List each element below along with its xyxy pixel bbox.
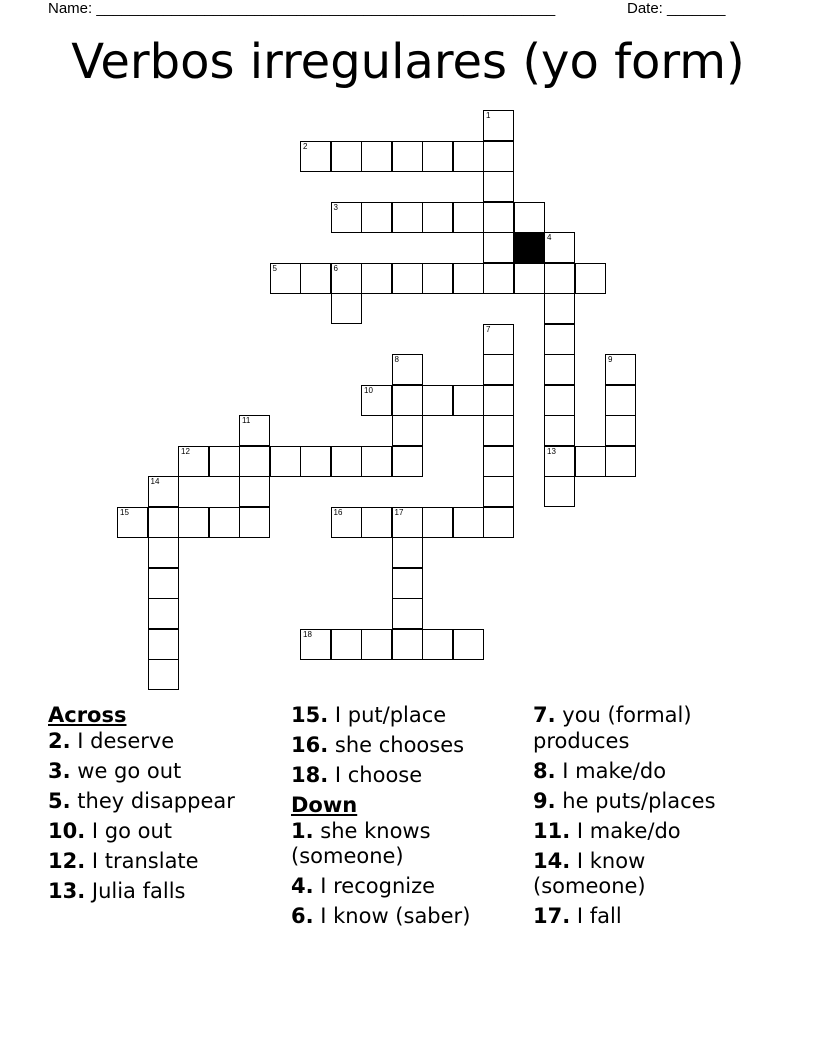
clues-column-1 [48, 703, 278, 909]
grid-cell[interactable] [209, 446, 240, 477]
grid-cell[interactable] [605, 446, 636, 477]
grid-cell[interactable] [422, 385, 453, 416]
clue-number-label: 16 [333, 507, 343, 517]
clue-number-label: 2 [303, 141, 308, 151]
clue-item [291, 733, 521, 759]
grid-cell[interactable] [270, 446, 301, 477]
grid-cell[interactable] [392, 263, 423, 294]
clue-number: 5. [48, 788, 71, 813]
across-clue-list-continued [291, 703, 521, 789]
grid-cell[interactable] [575, 446, 606, 477]
grid-cell[interactable] [514, 263, 545, 294]
clue-item [291, 763, 521, 789]
clue-number-label: 15 [120, 507, 129, 517]
clue-number-label: 17 [394, 507, 404, 517]
grid-cell[interactable] [544, 354, 575, 385]
grid-cell[interactable] [483, 507, 514, 538]
grid-cell[interactable] [483, 202, 514, 233]
grid-cell[interactable] [209, 507, 240, 538]
grid-cell[interactable] [544, 476, 575, 507]
clue-item [48, 789, 278, 815]
clue-item [48, 759, 278, 785]
clue-item [48, 819, 278, 845]
grid-cell[interactable] [483, 171, 514, 202]
clue-number-label: 8 [394, 355, 399, 364]
clue-item [291, 874, 521, 900]
grid-cell[interactable] [148, 568, 179, 599]
grid-cell[interactable] [483, 232, 514, 263]
grid-cell[interactable] [178, 446, 209, 477]
clue-number: 15. [291, 703, 329, 727]
clue-text: I make/do [570, 818, 681, 843]
grid-cell[interactable] [605, 354, 636, 385]
clue-number: 12. [48, 848, 86, 873]
clue-item [48, 729, 278, 755]
grid-cell[interactable] [392, 354, 423, 385]
grid-cell[interactable] [483, 476, 514, 507]
clue-number-label: 5 [272, 263, 277, 273]
grid-cell[interactable] [148, 507, 179, 538]
clue-text: I recognize [313, 874, 436, 898]
grid-cell[interactable] [483, 141, 514, 172]
grid-cell[interactable] [605, 385, 636, 416]
grid-cell[interactable] [148, 598, 179, 629]
down-clue-list-continued [533, 703, 753, 930]
grid-cell[interactable] [483, 263, 514, 294]
down-clue-list [291, 819, 521, 930]
grid-cell[interactable] [544, 263, 575, 294]
grid-cell[interactable] [361, 507, 392, 538]
clue-text: I know (someone) [533, 848, 646, 898]
grid-cell[interactable] [422, 202, 453, 233]
clue-text: I go out [85, 818, 172, 843]
grid-cell[interactable] [483, 446, 514, 477]
clue-number: 4. [291, 874, 314, 898]
clue-number: 11. [533, 818, 571, 843]
grid-cell[interactable] [483, 324, 514, 355]
grid-cell[interactable] [239, 446, 270, 477]
grid-cell[interactable] [453, 507, 484, 538]
grid-cell[interactable] [239, 415, 270, 446]
clue-number: 2. [48, 728, 71, 753]
clue-text: I deserve [70, 728, 175, 753]
clue-text: I make/do [555, 758, 667, 783]
clue-number: 13. [48, 878, 86, 903]
grid-cell[interactable] [148, 629, 179, 660]
grid-cell[interactable] [331, 446, 362, 477]
clue-item [533, 759, 753, 785]
clue-number: 6. [291, 904, 314, 928]
clue-number: 14. [533, 848, 571, 873]
clue-number: 1. [291, 818, 314, 843]
grid-cell[interactable] [422, 141, 453, 172]
clue-text: she chooses [328, 733, 465, 757]
clue-number-label: 9 [608, 355, 613, 364]
clue-text: I choose [328, 763, 423, 787]
clue-number-label: 7 [486, 324, 491, 334]
grid-cell[interactable] [544, 324, 575, 355]
grid-cell[interactable] [392, 202, 423, 233]
grid-cell[interactable] [331, 202, 362, 233]
grid-cell[interactable] [331, 629, 362, 660]
clue-text: we go out [70, 758, 182, 783]
clue-item [291, 819, 521, 870]
clue-item [533, 703, 753, 754]
grid-cell[interactable] [148, 476, 179, 507]
grid-cell[interactable] [422, 263, 453, 294]
puzzle-title: Verbos irregulares (yo form) [71, 34, 745, 90]
clue-item [533, 819, 753, 845]
grid-cell[interactable] [453, 202, 484, 233]
grid-cell[interactable] [239, 476, 270, 507]
grid-cell[interactable] [453, 385, 484, 416]
clue-text: I put/place [328, 703, 447, 727]
clue-item [533, 849, 753, 900]
clue-text: he puts/places [555, 788, 716, 813]
grid-cell[interactable] [300, 446, 331, 477]
clue-number: 9. [533, 788, 556, 813]
grid-cell[interactable] [453, 141, 484, 172]
clue-text: you (formal) produces [533, 703, 692, 753]
grid-cell[interactable] [392, 415, 423, 446]
grid-cell[interactable] [361, 385, 392, 416]
grid-cell[interactable] [483, 385, 514, 416]
grid-cell[interactable] [178, 507, 209, 538]
clue-number: 8. [533, 758, 556, 783]
grid-cell[interactable] [361, 141, 392, 172]
clue-text: Julia falls [85, 878, 186, 903]
grid-cell[interactable] [148, 537, 179, 568]
clue-number-label: 10 [364, 385, 373, 395]
grid-cell[interactable] [422, 507, 453, 538]
grid-cell[interactable] [392, 598, 423, 629]
grid-cell[interactable] [544, 232, 575, 263]
grid-cell[interactable] [392, 446, 423, 477]
clue-number: 3. [48, 758, 71, 783]
grid-cell[interactable] [239, 507, 270, 538]
grid-cell[interactable] [422, 629, 453, 660]
clue-item [533, 789, 753, 815]
down-heading: Down [291, 793, 358, 817]
name-field-label: Name: _______________________________________________________ [48, 0, 556, 17]
clue-number: 7. [533, 703, 556, 727]
clue-number: 18. [291, 763, 329, 787]
clue-number-label: 1 [486, 111, 491, 120]
grid-cell[interactable] [392, 568, 423, 599]
grid-cell[interactable] [544, 446, 575, 477]
clue-item [48, 849, 278, 875]
grid-cell[interactable] [483, 415, 514, 446]
grid-cell[interactable] [331, 293, 362, 324]
clue-item [48, 879, 278, 905]
grid-cell[interactable] [300, 141, 331, 172]
grid-cell[interactable] [300, 263, 331, 294]
clue-number-label: 13 [547, 446, 556, 456]
grid-cell[interactable] [453, 263, 484, 294]
across-clue-list [48, 729, 278, 905]
grid-cell[interactable] [575, 263, 606, 294]
across-heading: Across [48, 703, 127, 727]
grid-cell[interactable] [514, 202, 545, 233]
grid-cell[interactable] [483, 110, 514, 141]
grid-cell[interactable] [544, 385, 575, 416]
grid-cell[interactable] [331, 507, 362, 538]
clue-number-label: 18 [303, 629, 312, 639]
clue-item [291, 703, 521, 729]
grid-cell[interactable] [331, 141, 362, 172]
grid-cell[interactable] [392, 507, 423, 538]
grid-cell[interactable] [392, 537, 423, 568]
grid-cell[interactable] [361, 446, 392, 477]
clue-item [291, 904, 521, 930]
black-square [514, 232, 545, 263]
clue-text: she knows (someone) [291, 818, 431, 868]
grid-cell[interactable] [483, 354, 514, 385]
clue-text: I translate [85, 848, 199, 873]
grid-cell[interactable] [392, 141, 423, 172]
clue-number-label: 6 [333, 263, 338, 273]
grid-cell[interactable] [300, 629, 331, 660]
grid-cell[interactable] [117, 507, 148, 538]
grid-cell[interactable] [148, 659, 179, 690]
clue-number: 10. [48, 818, 86, 843]
grid-cell[interactable] [453, 629, 484, 660]
clues-column-3 [533, 703, 753, 934]
clue-number-label: 11 [242, 416, 251, 425]
clue-number: 16. [291, 733, 329, 757]
clue-number-label: 14 [150, 477, 160, 486]
grid-cell[interactable] [331, 263, 362, 294]
grid-cell[interactable] [392, 629, 423, 660]
grid-cell[interactable] [392, 385, 423, 416]
date-field-label: Date: _______ [627, 0, 726, 17]
clue-text: I fall [570, 904, 622, 928]
grid-cell[interactable] [544, 293, 575, 324]
clue-number-label: 12 [181, 446, 190, 456]
grid-cell[interactable] [544, 415, 575, 446]
grid-cell[interactable] [270, 263, 301, 294]
clue-number-label: 4 [547, 233, 552, 242]
grid-cell[interactable] [361, 202, 392, 233]
clue-number-label: 3 [333, 202, 338, 212]
grid-cell[interactable] [361, 629, 392, 660]
clue-text: they disappear [70, 788, 235, 813]
clue-text: I know (saber) [313, 904, 471, 928]
grid-cell[interactable] [361, 263, 392, 294]
grid-cell[interactable] [605, 415, 636, 446]
clues-column-2 [291, 703, 521, 934]
clue-item [533, 904, 753, 930]
clue-number: 17. [533, 904, 571, 928]
